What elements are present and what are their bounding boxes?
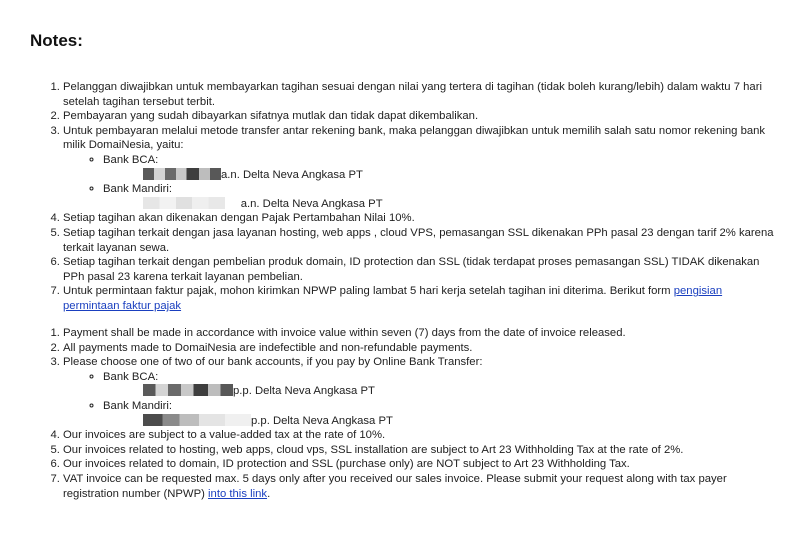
- list-item: 2. Pembayaran yang sudah dibayarkan sifatnya mutlak dan tidak dapat dikembalikan.: [63, 109, 775, 124]
- bank-item: [103, 182, 775, 211]
- bank-item: [103, 399, 775, 428]
- list-item: 5. Setiap tagihan terkait dengan jasa layanan hosting, web apps , cloud VPS, pemasangan SSL dikenakan PPh pasal 23 dengan tarif 2% karena terkait layanan sewa.: [63, 226, 775, 255]
- list-item: 6. Our invoices related to domain, ID protection and SSL (purchase only) are NOT subject to Art 23 Withholding Tax.: [63, 457, 775, 472]
- npwp-submit-link[interactable]: into this link: [208, 487, 268, 500]
- bank-account: [103, 414, 775, 429]
- redacted-account-number: [143, 168, 221, 180]
- list-item: 4. Setiap tagihan akan dikenakan dengan Pajak Pertambahan Nilai 10%.: [63, 211, 775, 226]
- page-title: Notes:: [30, 31, 83, 50]
- bank-name: Bank BCA:: [103, 153, 159, 166]
- list-item: [63, 355, 775, 428]
- redacted-account-number: [143, 197, 225, 209]
- redacted-account-number: [143, 414, 251, 426]
- bank-account: [103, 197, 775, 212]
- bank-account: [103, 168, 775, 183]
- bank-list: [63, 370, 775, 428]
- list-item-text: VAT invoice can be requested max. 5 days only after you received our sales invoice. Please submit your request along with tax payer registration number (NPWP): [63, 472, 727, 500]
- bank-name: Bank Mandiri:: [103, 183, 173, 196]
- account-holder: a.n. Delta Neva Angkasa PT: [240, 197, 383, 210]
- notes-list-indonesian: [0, 80, 775, 314]
- list-item: [63, 472, 775, 501]
- redacted-account-number: [143, 384, 233, 396]
- bank-name: Bank Mandiri:: [103, 399, 173, 412]
- bank-name: Bank BCA:: [103, 370, 159, 383]
- bank-account: [103, 384, 775, 399]
- list-item-text: Please choose one of two of our bank accounts, if you pay by Online Bank Transfer:: [63, 356, 483, 369]
- list-item: 6. Setiap tagihan terkait dengan pembelian produk domain, ID protection dan SSL (tidak terdapat proses pemasangan SSL) TIDAK dikenakan PPh pasal 23 karena terkait layanan pembelian.: [63, 255, 775, 284]
- tax-invoice-form-link[interactable]: pengisian permintaan faktur pajak: [63, 285, 723, 312]
- bank-list: [63, 153, 775, 211]
- list-item: 4. Our invoices are subject to a value-added tax at the rate of 10%.: [63, 428, 775, 443]
- list-item: [63, 124, 775, 212]
- account-holder: a.n. Delta Neva Angkasa PT: [221, 168, 363, 181]
- account-holder: p.p. Delta Neva Angkasa PT: [233, 385, 375, 398]
- bank-item: [103, 153, 775, 182]
- list-item-text: Untuk permintaan faktur pajak, mohon kirimkan NPWP paling lambat 5 hari kerja setelah tagihan ini diterima. Berikut form: [63, 285, 674, 298]
- sentence-end: .: [267, 487, 271, 500]
- account-holder: p.p. Delta Neva Angkasa PT: [251, 414, 393, 427]
- list-item: [63, 284, 775, 313]
- notes-list-english: [0, 326, 775, 501]
- bank-item: [103, 370, 775, 399]
- list-item: 1. Payment shall be made in accordance with invoice value within seven (7) days from the date of invoice released.: [63, 326, 775, 341]
- list-item: 5. Our invoices related to hosting, web apps, cloud vps, SSL installation are subject to Art 23 Withholding Tax at the rate of 2%.: [63, 443, 775, 458]
- list-item: 2. All payments made to DomaiNesia are indefectible and non-refundable payments.: [63, 341, 775, 356]
- list-item-text: Untuk pembayaran melalui metode transfer antar rekening bank, maka pelanggan diwajibkan untuk memilih salah satu nomor rekening bank milik DomaiNesia, yaitu:: [63, 124, 766, 152]
- list-item: 1. Pelanggan diwajibkan untuk membayarkan tagihan sesuai dengan nilai yang tertera di tagihan (tidak boleh kurang/lebih) dalam waktu 7 hari setelah tagihan tersebut terbit.: [63, 80, 775, 109]
